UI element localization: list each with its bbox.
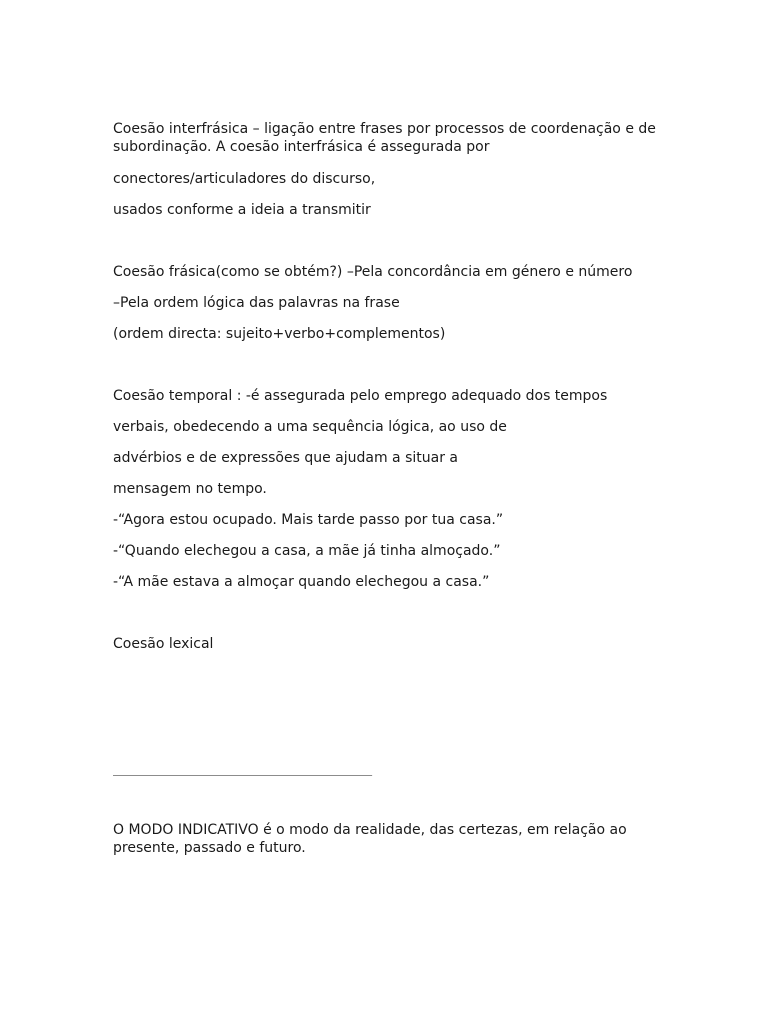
separator-line: _____________________________________ — [113, 762, 372, 776]
heading-coesao-lexical: Coesão lexical — [113, 636, 214, 652]
paragraph-coesao-temporal: Coesão temporal : -é assegurada pelo emprego adequado dos tempos — [113, 388, 608, 404]
paragraph-conectores: conectores/articuladores do discurso, — [113, 171, 376, 187]
paragraph-coesao-frasica: Coesão frásica(como se obtém?) –Pela concordância em género e número — [113, 264, 633, 280]
paragraph-ordem-logica: –Pela ordem lógica das palavras na frase — [113, 295, 400, 311]
paragraph-mensagem-tempo: mensagem no tempo. — [113, 481, 267, 497]
paragraph-adverbios: advérbios e de expressões que ajudam a situar a — [113, 450, 458, 466]
example-sentence-2: -“Quando elechegou a casa, a mãe já tinha almoçado.” — [113, 543, 501, 559]
paragraph-coesao-interfrasica: Coesão interfrásica – ligação entre frases por processos de coordenação e de subordinação. A coesão interfrásica é assegurada por — [113, 121, 661, 155]
paragraph-modo-indicativo: O MODO INDICATIVO é o modo da realidade, das certezas, em relação ao presente, passado e futuro. — [113, 822, 632, 856]
example-sentence-1: -“Agora estou ocupado. Mais tarde passo por tua casa.” — [113, 512, 504, 528]
paragraph-usados-conforme: usados conforme a ideia a transmitir — [113, 202, 371, 218]
paragraph-verbais: verbais, obedecendo a uma sequência lógica, ao uso de — [113, 419, 507, 435]
example-sentence-3: -“A mãe estava a almoçar quando elechegou a casa.” — [113, 574, 490, 590]
paragraph-ordem-directa: (ordem directa: sujeito+verbo+complementos) — [113, 326, 446, 342]
